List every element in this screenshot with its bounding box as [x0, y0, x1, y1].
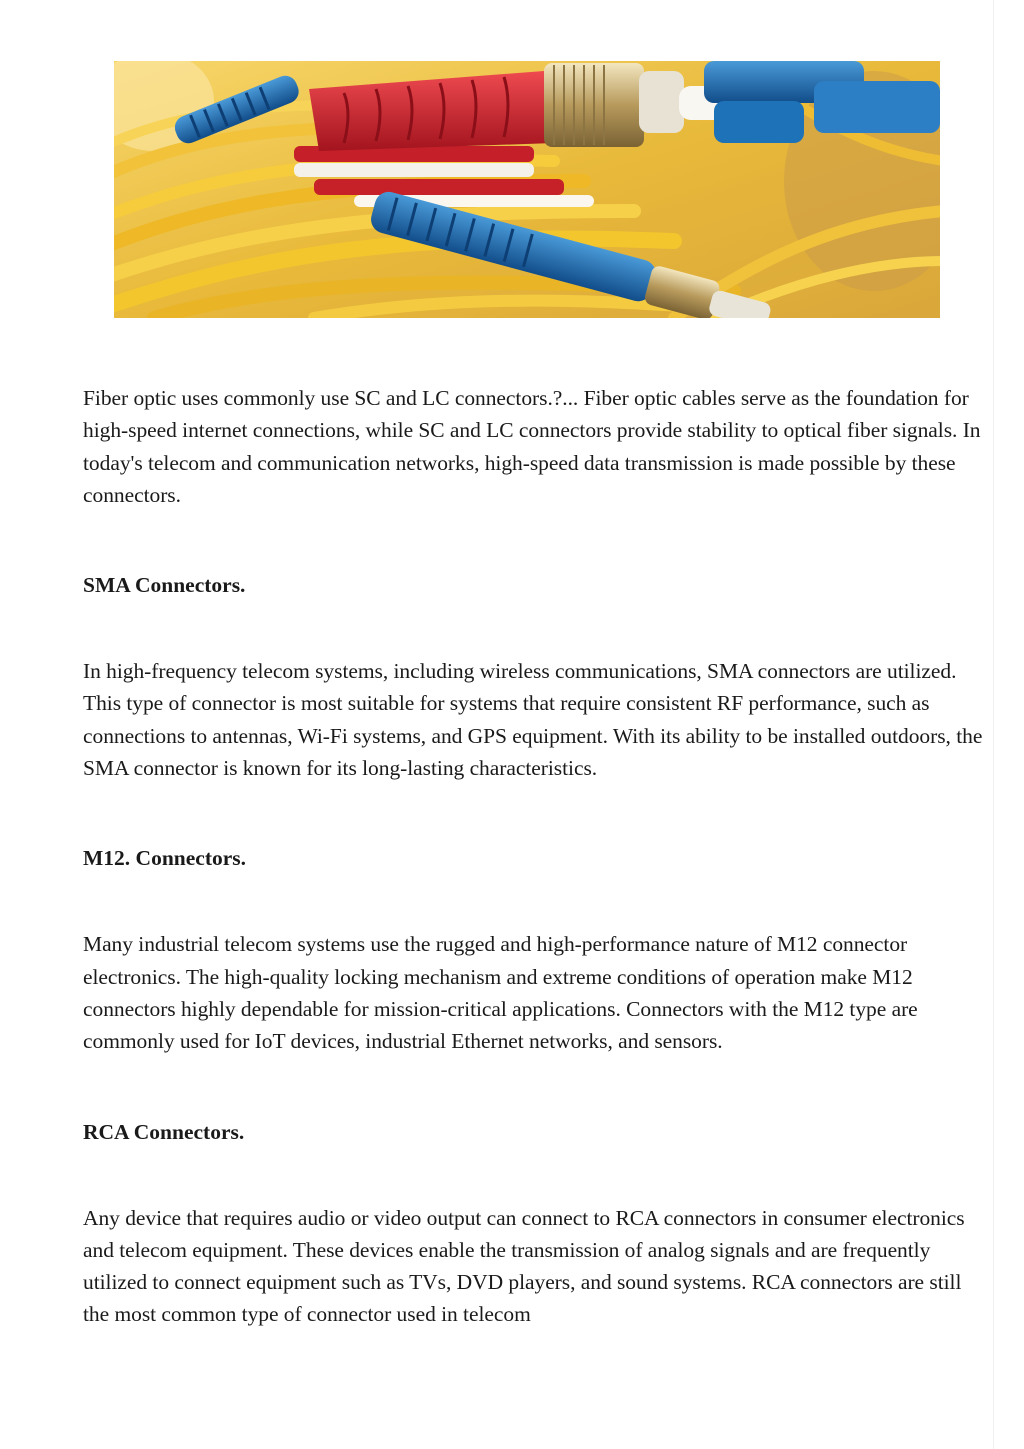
rca-heading: RCA Connectors. — [83, 1119, 245, 1144]
article-content — [83, 382, 983, 1331]
fiber-optic-cables-photo — [114, 61, 940, 318]
page-edge — [993, 0, 994, 1449]
m12-heading: M12. Connectors. — [83, 846, 247, 871]
intro-paragraph: Fiber optic uses commonly use SC and LC connectors.?... Fiber optic cables serve as the foundation for high-speed internet connections, while SC and LC connectors provide stability to optical fiber signals. In today's telecom and communication networks, high-speed data transmission is made possible by these connectors. — [83, 386, 981, 507]
rca-paragraph: Any device that requires audio or video output can connect to RCA connectors in consumer electronics and telecom equipment. These devices enable the transmission of analog signals and are frequently utilized to connect equipment such as TVs, DVD players, and sound systems. RCA connectors are still the most common type of connector used in telecom — [83, 1205, 965, 1327]
m12-paragraph: Many industrial telecom systems use the rugged and high-performance nature of M12 connector electronics. The high-quality locking mechanism and extreme conditions of operation make M12 connectors highly dependable for mission-critical applications. Connectors with the M12 type are commonly used for IoT devices, industrial Ethernet networks, and sensors. — [83, 932, 918, 1054]
sma-heading: SMA Connectors. — [83, 573, 246, 598]
hero-image — [114, 61, 940, 318]
sma-paragraph: In high-frequency telecom systems, including wireless communications, SMA connectors are utilized. This type of connector is most suitable for systems that require consistent RF performance, such as connections to antennas, Wi-Fi systems, and GPS equipment. With its ability to be installed outdoors, the SMA connector is known for its long-lasting characteristics. — [83, 659, 983, 781]
